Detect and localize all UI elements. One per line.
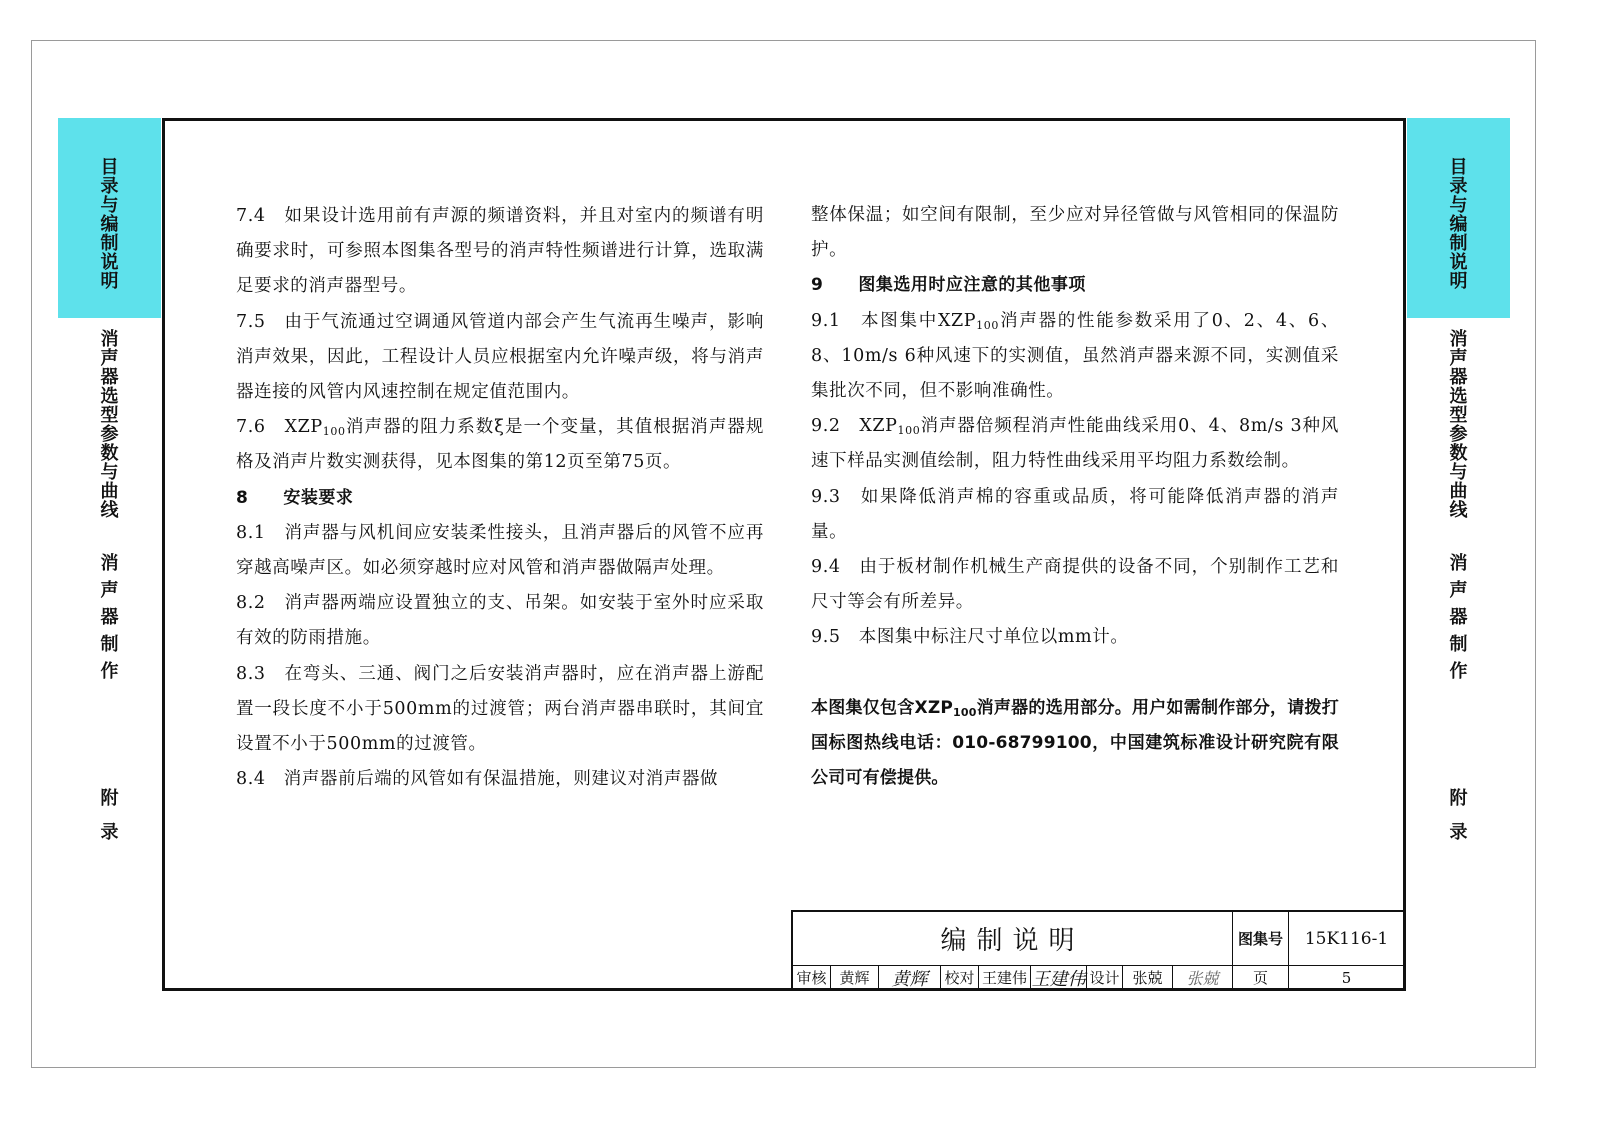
paragraph-9-1-rest: 消声器的性能参数采用了0、2、4、6、8、10m/s 6种风速下的实测值，虽然消声器来源不同，实测值采集批次不同，但不影响准确性。 xyxy=(811,310,1340,402)
nav-character: 录 xyxy=(1449,176,1468,197)
nav-character: 器 xyxy=(1449,607,1468,628)
nav-item-appendix-right[interactable] xyxy=(1407,782,1510,850)
checker-name: 王建伟 xyxy=(981,969,1027,987)
section-heading-8: 8 安装要求 xyxy=(236,487,354,508)
nav-character: 制 xyxy=(100,634,119,655)
nav-character: 目 xyxy=(1449,157,1468,178)
model-subscript: 100 xyxy=(953,705,977,719)
nav-character: 录 xyxy=(100,176,119,197)
nav-character: 录 xyxy=(100,822,119,843)
model-subscript: 100 xyxy=(976,318,999,332)
checker-signature: 王建伟 xyxy=(1031,968,1086,990)
text-column-left xyxy=(236,199,764,797)
nav-character: 目 xyxy=(100,157,119,178)
nav-item-selection[interactable] xyxy=(58,330,161,520)
nav-character: 曲 xyxy=(1449,481,1468,502)
paragraph-9-1-start: 9.1 本图集中XZP xyxy=(811,310,977,331)
nav-character: 型 xyxy=(1449,405,1468,426)
nav-character: 数 xyxy=(100,443,119,464)
paragraph-8-4-continued: 整体保温；如空间有限制，至少应对异径管做与风管相同的保温防护。 xyxy=(811,205,1339,261)
nav-character: 器 xyxy=(100,367,119,388)
nav-item-selection-right[interactable] xyxy=(1407,330,1510,520)
paragraph-9-2-rest: 消声器倍频程消声性能曲线采用0、4、8m/s 3种风速下样品实测值绘制，阻力特性曲线采用平均阻力系数绘制。 xyxy=(811,416,1339,472)
reviewer-name: 黄辉 xyxy=(839,969,870,987)
section-heading-9: 9 图集选用时应注意的其他事项 xyxy=(811,275,1086,296)
nav-character: 声 xyxy=(100,348,119,369)
side-nav-left xyxy=(58,118,161,878)
nav-item-toc-right[interactable] xyxy=(1407,158,1510,291)
nav-character: 编 xyxy=(1449,214,1468,235)
nav-character: 与 xyxy=(1449,462,1468,483)
paragraph-8-2: 8.2 消声器两端应设置独立的支、吊架。如安装于室外时应采取有效的防雨措施。 xyxy=(236,593,764,649)
paragraph-7-6-rest: 消声器的阻力系数ξ是一个变量，其值根据消声器规格及消声片数实测获得，见本图集的第12页至第75页。 xyxy=(236,417,764,473)
nav-character: 制 xyxy=(100,233,119,254)
designer-signature: 张兢 xyxy=(1186,969,1219,988)
nav-character: 与 xyxy=(1449,195,1468,216)
design-label: 设计 xyxy=(1089,969,1120,987)
nav-character: 说 xyxy=(100,252,119,273)
nav-character: 作 xyxy=(1449,661,1468,682)
atlas-number: 15K116-1 xyxy=(1304,928,1389,949)
reviewer-signature: 黄辉 xyxy=(891,968,928,990)
paragraph-8-3: 8.3 在弯头、三通、阀门之后安装消声器时，应在消声器上游配置一段长度不小于500mm的过渡管；两台消声器串联时，其间宜设置不小于500mm的过渡管。 xyxy=(236,663,764,755)
paragraph-9-2-start: 9.2 XZP xyxy=(811,416,898,437)
paragraph-7-5: 7.5 由于气流通过空调通风管道内部会产生气流再生噪声，影响消声效果，因此，工程设计人员应根据室内允许噪声级，将与消声器连接的风管内风速控制在规定值范围内。 xyxy=(236,311,764,403)
paragraph-7-6 xyxy=(236,410,764,480)
text-column-right xyxy=(811,198,1339,796)
check-label: 校对 xyxy=(944,969,975,987)
nav-character: 线 xyxy=(100,500,119,521)
paragraph-9-3: 9.3 如果降低消声棉的容重或品质，将可能降低消声器的消声量。 xyxy=(811,486,1339,542)
nav-character: 附 xyxy=(1449,788,1468,809)
nav-character: 编 xyxy=(100,214,119,235)
nav-character: 消 xyxy=(100,553,119,574)
nav-character: 声 xyxy=(100,580,119,601)
nav-character: 作 xyxy=(100,661,119,682)
nav-character: 说 xyxy=(1449,252,1468,273)
nav-item-fabrication-right[interactable] xyxy=(1407,550,1510,685)
atlas-number-label: 图集号 xyxy=(1237,930,1283,948)
nav-character: 录 xyxy=(1449,822,1468,843)
model-subscript: 100 xyxy=(322,425,346,439)
paragraph-9-1 xyxy=(811,304,1339,410)
model-subscript: 100 xyxy=(897,424,921,438)
notice-rest: 消声器的选用部分。用户如需制作部分，请拨打国标图热线电话：010-68799100，中国建筑标准设计研究院有限公司可有偿提供。 xyxy=(811,697,1339,789)
paragraph-8-1: 8.1 消声器与风机间应安装柔性接头，且消声器后的风管不应再穿越高噪声区。如必须穿越时应对风管和消声器做隔声处理。 xyxy=(236,522,764,579)
nav-character: 参 xyxy=(100,424,119,445)
designer-name: 张兢 xyxy=(1132,969,1163,987)
nav-item-toc[interactable] xyxy=(58,158,161,291)
nav-character: 与 xyxy=(100,195,119,216)
nav-character: 线 xyxy=(1449,500,1468,521)
review-label: 审核 xyxy=(796,969,827,987)
nav-character: 参 xyxy=(1449,424,1468,445)
drawing-title: 编制说明 xyxy=(940,926,1085,956)
nav-item-fabrication[interactable] xyxy=(58,550,161,685)
nav-character: 明 xyxy=(100,271,119,292)
nav-character: 数 xyxy=(1449,443,1468,464)
page-label: 页 xyxy=(1252,969,1268,987)
nav-character: 曲 xyxy=(100,481,119,502)
title-block xyxy=(791,910,1404,989)
nav-character: 消 xyxy=(100,329,119,350)
paragraph-9-4: 9.4 由于板材制作机械生产商提供的设备不同，个别制作工艺和尺寸等会有所差异。 xyxy=(811,557,1339,613)
nav-character: 与 xyxy=(100,462,119,483)
paragraph-9-5: 9.5 本图集中标注尺寸单位以mm计。 xyxy=(811,627,1129,648)
nav-item-appendix[interactable] xyxy=(58,782,161,850)
nav-character: 制 xyxy=(1449,233,1468,254)
nav-character: 声 xyxy=(1449,580,1468,601)
nav-character: 选 xyxy=(100,386,119,407)
page-number: 5 xyxy=(1341,968,1352,987)
nav-character: 选 xyxy=(1449,386,1468,407)
availability-notice xyxy=(811,691,1339,797)
nav-character: 声 xyxy=(1449,348,1468,369)
nav-character: 制 xyxy=(1449,634,1468,655)
nav-character: 消 xyxy=(1449,553,1468,574)
nav-character: 附 xyxy=(100,788,119,809)
paragraph-7-6-start: 7.6 XZP xyxy=(236,417,323,438)
notice-start: 本图集仅包含XZP xyxy=(811,697,954,718)
nav-character: 器 xyxy=(100,607,119,628)
paragraph-8-4: 8.4 消声器前后端的风管如有保温措施，则建议对消声器做 xyxy=(236,769,719,790)
paragraph-9-2 xyxy=(811,409,1339,479)
nav-character: 器 xyxy=(1449,367,1468,388)
nav-character: 明 xyxy=(1449,271,1468,292)
nav-character: 型 xyxy=(100,405,119,426)
paragraph-7-4: 7.4 如果设计选用前有声源的频谱资料，并且对室内的频谱有明确要求时，可参照本图集各型号的消声特性频谱进行计算，选取满足要求的消声器型号。 xyxy=(236,206,764,297)
side-nav-right xyxy=(1407,118,1510,878)
nav-character: 消 xyxy=(1449,329,1468,350)
